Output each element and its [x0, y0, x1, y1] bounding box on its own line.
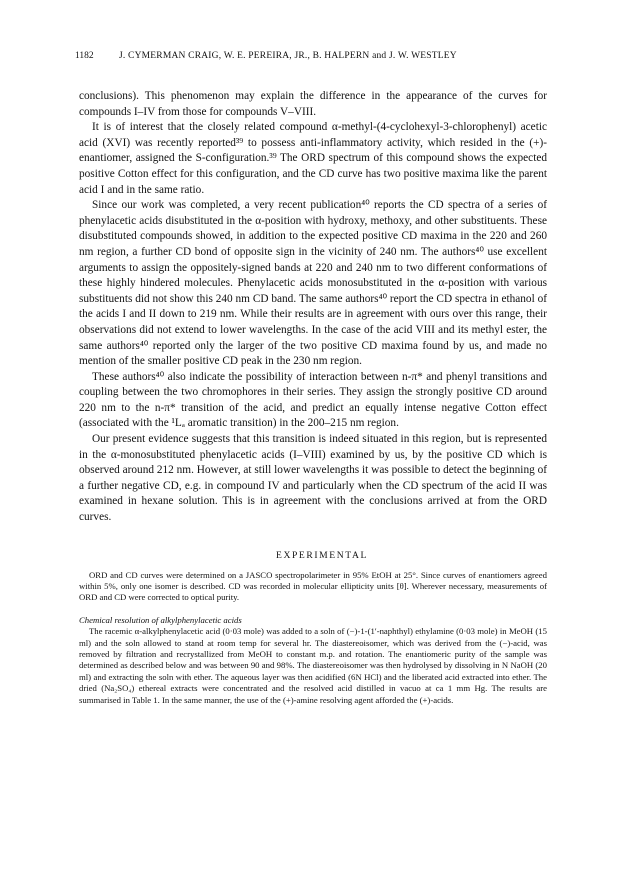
body-paragraph: conclusions). This phenomenon may explain the difference in the appearance of the curves for compounds I–IV from those for compounds V–VIII. [79, 90, 547, 118]
journal-page [75, 50, 547, 706]
experimental-text [79, 570, 547, 706]
body-paragraph: Since our work was completed, a very recent publication⁴⁰ reports the CD spectra of a series of phenylacetic acids disubstituted in the α-position with hydroxy, methoxy, and other substituents. These disubstituted compounds showed, in addition to the expected positive CD maxima in the 220 and 260 nm region, a further CD bond of opposite sign in the vicinity of 240 nm. The authors⁴⁰ use excellent arguments to assign the oppositely-signed bands at 220 and 240 nm to two different conformations of these highly hindered molecules. Phenylacetic acids monosubstituted in the α-position with various substituents did not show this 240 nm CD band. The same authors⁴⁰ report the CD spectra in ethanol of the acids I and II down to 219 nm. While their results are in agreement with ours over this range, their observations did not extend to lower wavelengths. In the case of the acid VIII and its methyl ester, the same authors⁴⁰ reported only the larger of the two positive CD maxima found by us, and made no mention of the smaller positive CD peak in the 230 nm region. [79, 199, 547, 368]
body-paragraph: Our present evidence suggests that this transition is indeed situated in this region, but is represented in the α-monosubstituted phenylacetic acids (I–VIII) examined by us, by the positive CD which is observed around 212 nm. However, at still lower wavelengths it was possible to detect the beginning of a further negative CD, e.g. in compound IV and particularly when the CD spectrum of the acid II was examined in hexane solution. This is in agreement with the conclusions arrived at from the ORD curves. [79, 433, 547, 524]
running-head-authors: J. CYMERMAN CRAIG, W. E. PEREIRA, JR., B. HALPERN and J. W. WESTLEY [119, 51, 457, 61]
experimental-subheading: Chemical resolution of alkylphenylacetic acids [79, 614, 242, 625]
experimental-procedure: The racemic α-alkylphenylacetic acid (0·03 mole) was added to a soln of (−)-1-(1′-naphthyl) ethylamine (0·03 mole) in MeOH (15 ml) and the soln allowed to stand at room temp for several hr. The diastereoisomer, which was derived from the (−)-acid, was removed by filtration and recrystallized from MeOH to constant m.p. and rotation. The enantiomeric purity of the sample was determined as described below and was between 90 and 98%. The diastereoisomer was then hydrolysed by dissolving in N NaOH (20 ml) and extracting the soln with ether. The aqueous layer was then acidified (6N HCl) and the liberated acid extracted into ether. The dried (Na₂SO₄) ethereal extracts were concentrated and the resolved acid distilled in vacuo at ca 1 mm Hg. The results are summarised in Table 1. In the same manner, the use of the (+)-amine resolving agent afforded the (+)-acids. [79, 626, 547, 705]
body-paragraph: These authors⁴⁰ also indicate the possibility of interaction between n-π* and phenyl transitions and coupling between the two chromophores in their series. They assign the strongly positive CD around 220 nm to the n-π* transition of the acid, and predict an equally intense negative Cotton effect (associated with the ¹Lₐ aromatic transition) in the 200–215 nm region. [79, 370, 547, 430]
body-text [79, 89, 547, 526]
body-paragraph: It is of interest that the closely related compound α-methyl-(4-cyclohexyl-3-chlorophenyl) acetic acid (XVI) was recently reported³⁹ to possess anti-inflammatory activity, which resided in the (+)-enantiomer, assigned the S-configuration.³⁹ The ORD spectrum of this compound shows the expected positive Cotton effect for this configuration, and the CD curve has two positive maxima like the parent acid I and in the same ratio. [79, 121, 547, 196]
page-number: 1182 [75, 51, 94, 61]
experimental-intro: ORD and CD curves were determined on a JASCO spectropolarimeter in 95% EtOH at 25°. Since curves of enantiomers agreed within 5%, only one isomer is described. CD was recorded in molecular ellipticity units [θ]. Wherever necessary, measurements of ORD and CD were corrected to optical purity. [79, 569, 547, 603]
running-head [75, 50, 547, 62]
section-heading-experimental: EXPERIMENTAL [276, 549, 368, 561]
